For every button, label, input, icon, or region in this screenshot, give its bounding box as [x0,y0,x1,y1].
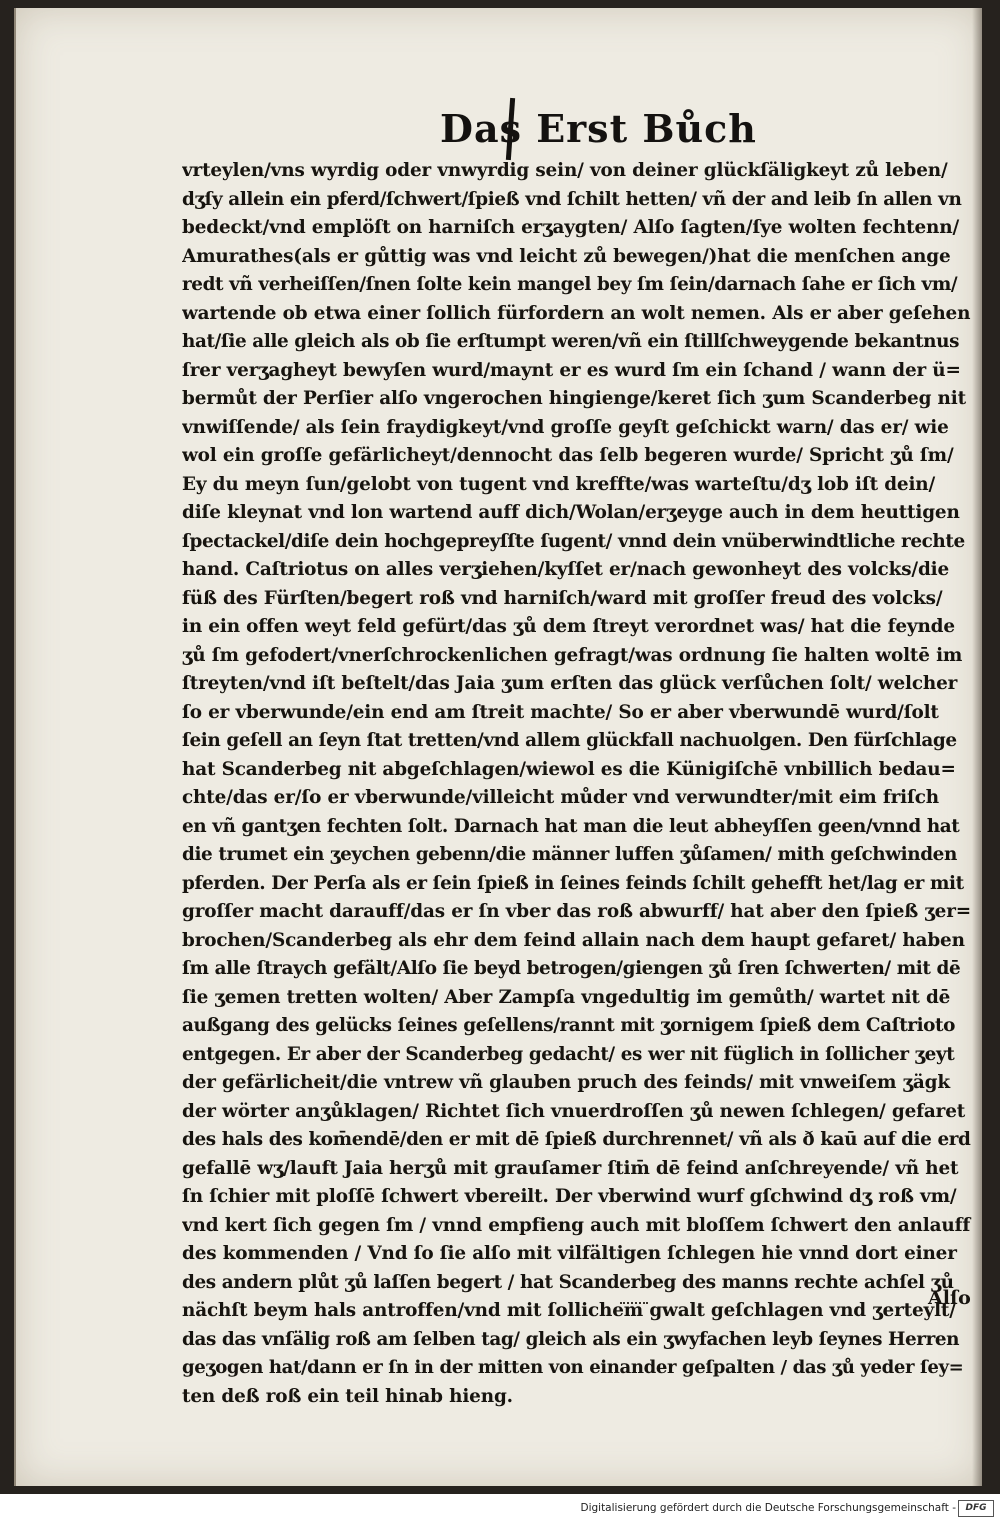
text-line: des hals des kom̄endē/den er mit dē ſpieß durchrennet/ vñ als ð kaū auf die erd [182,1129,971,1150]
text-line: des kommenden / Vnd ſo ſie alſo mit vilfältigen ſchlegen hie vnnd dort einer [182,1243,957,1264]
text-line: ſie ʒemen tretten wolten/ Aber Zampſa vngedultig im gemůth/ wartet nit dē [182,986,951,1008]
dfg-logo: DFG [958,1500,994,1517]
text-line: hat Scanderbeg nit abgeſchlagen/wiewol es die Künigiſchē vnbillich bedau= [182,758,956,780]
text-line: Amurathes(als er gůttig was vnd leicht zů bewegen/)hat die menſchen ange [182,245,951,267]
body-text [182,157,972,1411]
text-line: gefallē wʒ/lauft Jaia herʒů mit grauſamer ſtim̄ dē feind anſchreyende/ vñ het [182,1157,959,1179]
text-line: bedeckt/vnd emplöſt on harniſch erʒaygten/ Alſo ſagten/ſye wolten fechtenn/ [182,217,960,238]
text-line: en vñ gantʒen fechten ſolt. Darnach hat man die leut abheyſſen geen/vnnd hat [182,815,960,837]
page-edge-shadow [972,8,982,1486]
text-line: außgang des gelücks ſeines geſellens/rannt mit ʒornigem ſpieß dem Caſtrioto [182,1015,955,1036]
text-line: pferden. Der Perſa als er ſein ſpieß in ſeines feinds ſchilt gehefft het/lag er mit [182,872,964,894]
running-head: Das Erst Bůch [440,106,757,151]
text-line: ſtreyten/vnd iſt beſtelt/das Jaia ʒum erſten das glück verſůchen ſolt/ welcher [182,673,958,694]
text-line: vnwiſſende/ als ſein fraydigkeyt/vnd groſſe geyſt geſchickt warn/ das er/ wie [182,416,949,438]
text-line: chte/das er/ſo er vberwunde/villeicht můder vnd verwundter/mit eim friſch [182,787,939,808]
text-line: in ein offen weyt feld gefürt/das ʒů dem ſtreyt verordnet was/ hat die feynde [182,616,955,637]
text-line: brochen/Scanderbeg als ehr dem feind allain nach dem haupt gefaret/ haben [182,929,965,951]
text-line: ſm alle ſtraych gefält/Alſo ſie beyd betrogen/giengen ʒů ſren ſchwerten/ mit dē [182,958,961,979]
text-line: vrteylen/vns wyrdig oder vnwyrdig sein/ von deiner glückſäligkeyt zů leben/ [182,160,948,181]
text-line: entgegen. Er aber der Scanderbeg gedacht/ es wer nit füglich in ſollicher ʒeyt [182,1043,955,1065]
text-line: hand. Caſtriotus on alles verʒiehen/kyſſet er/nach gewonheyt des volcks/die [182,559,950,580]
text-line: ſn ſchier mit ploſſē ſchwert vbereilt. Der vberwind wurf gſchwind dʒ roß vm/ [182,1186,957,1207]
text-line: ʒů ſm gefodert/vnerſchrockenlichen gefragt/was ordnung ſie halten woltē im [182,644,963,666]
text-line: vnd kert ſich gegen ſm / vnnd empfieng auch mit bloſſem ſchwert den anlauff [182,1214,971,1236]
text-line: ten deß roß ein teil hinab hieng. [182,1385,513,1407]
text-line: ſo er vberwunde/ein end am ſtreit machte/ So er aber vberwundē wurd/ſolt [182,701,939,723]
text-line: geʒogen hat/dann er ſn in der mitten von einander geſpalten / das ʒů yeder ſey= [182,1357,964,1378]
text-line: ſein geſell an ſeyn ſtat tretten/vnd allem glückfall nachuolgen. Den fürſchlage [182,730,957,751]
text-line: der wörter anʒůklagen/ Richtet ſich vnuerdroſſen ʒů newen ſchlegen/ gefaret [182,1100,966,1122]
text-line: füß des Fürſten/begert roß vnd harniſch/ward mit groſſer freud des volcks/ [182,587,943,609]
text-line: dʒſy allein ein pferd/ſchwert/ſpieß vnd ſchilt hetten/ vñ der and leib ſn allen vn [182,188,962,210]
text-line: das das vnſälig roß am ſelben tag/ gleich als ein ʒwyfachen leyb ſeynes Herren [182,1328,960,1350]
catchword: Alſo [928,1287,971,1309]
text-line: bermůt der Perſier alſo vngerochen hingienge/keret ſich ʒum Scanderbeg nit [182,388,966,409]
text-line: der gefärlicheit/die vntrew vñ glauben pruch des feinds/ mit vnweiſem ʒägk [182,1072,950,1093]
digitization-footer [0,1494,1000,1521]
ornament-mark [620,1298,648,1304]
text-line: diſe kleynat vnd lon wartend auff dich/Wolan/erʒeyge auch in dem heuttigen [182,502,960,523]
text-line: redt vñ verheiſſen/ſnen ſolte kein mangel bey ſm ſein/darnach ſahe er ſich vm/ [182,274,958,295]
text-line: groſſer macht darauff/das er ſn vber das roß abwurff/ hat aber den ſpieß ʒer= [182,901,971,922]
text-line: ſpectackel/diſe dein hochgepreyſſte ſugent/ vnnd dein vnüberwindtliche rechte [182,530,965,552]
text-line: des andern plůt ʒů laſſen begert / hat Scanderbeg des manns rechte achſel ʒů [182,1271,954,1293]
text-line: ſrer verʒagheyt bewyſen wurd/maynt er es wurd ſm ein ſchand / wann der ü= [182,359,961,381]
text-line: nächſt beym hals antroffen/vnd mit ſollichem gwalt geſchlagen vnd ʒerteylt/ [182,1300,956,1321]
text-line: hat/ſie alle gleich als ob ſie erſtumpt weren/vñ ein ſtillſchweygende bekantnus [182,331,960,352]
text-line: wartende ob etwa einer ſollich fürfordern an wolt nemen. Als er aber geſehen [182,302,971,324]
text-line: die trumet ein ʒeychen gebenn/die männer luffen ʒůſamen/ mith geſchwinden [182,844,957,865]
text-line: Ey du meyn ſun/gelobt von tugent vnd kreffte/was warteſtu/dʒ lob iſt dein/ [182,473,936,495]
text-line: wol ein groſſe gefärlicheyt/dennocht das ſelb begeren wurde/ Spricht ʒů ſm/ [182,445,954,466]
funding-credit: Digitalisierung gefördert durch die Deutsche Forschungsgemeinschaft - [580,1502,956,1514]
